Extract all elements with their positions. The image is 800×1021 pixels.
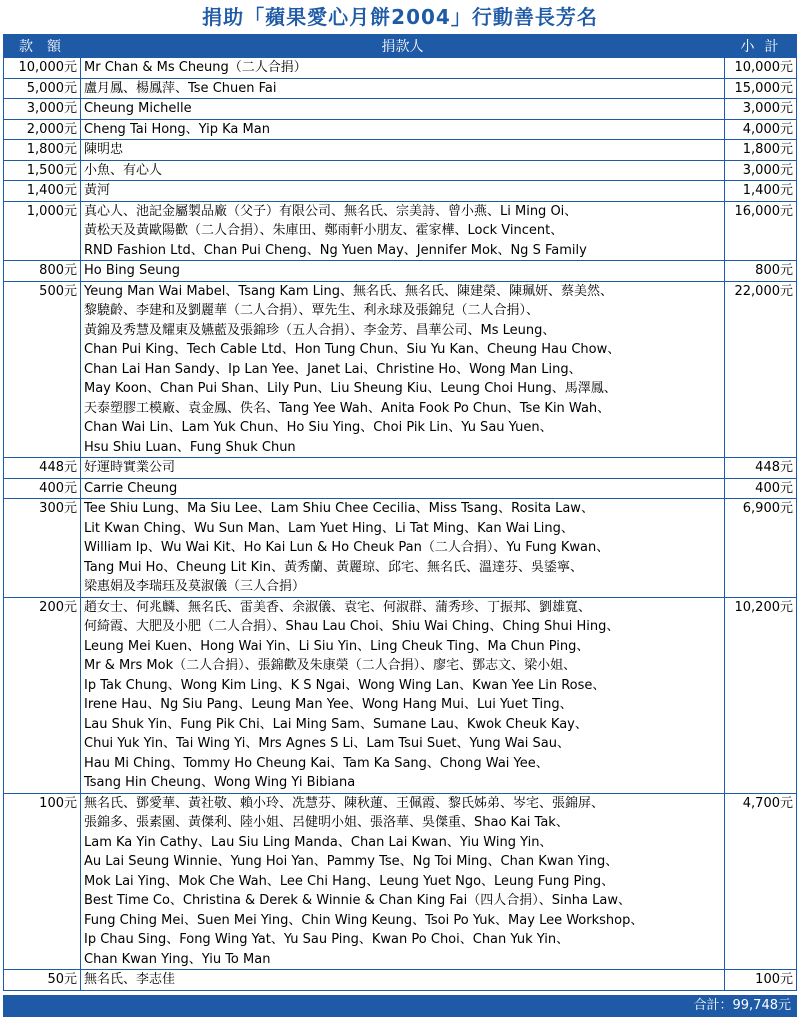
table-row	[4, 499, 797, 598]
donor-line: 黃松天及黃歐陽歡（二人合捐）、朱庫田、鄭雨軒小朋友、霍家樺、Lock Vincent、	[84, 223, 564, 238]
donor-line: Yeung Man Wai Mabel、Tsang Kam Ling、無名氏、無名氏、陳建榮、陳珮妍、蔡美然、	[84, 283, 613, 299]
row-subtotal: 800元	[725, 261, 797, 282]
donation-amount: 800元	[4, 261, 81, 282]
donor-line: Ho Bing Seung	[84, 263, 180, 278]
donor-line: Hsu Shiu Luan、Fung Shuk Chun	[84, 439, 296, 455]
table-row	[4, 458, 797, 479]
donor-names	[81, 793, 725, 970]
donor-names	[81, 78, 725, 99]
donor-line: Mok Lai Ying、Mok Che Wah、Lee Chi Hang、Leung Yuet Ngo、Leung Fung Ping、	[84, 873, 615, 889]
donor-line: William Ip、Wu Wai Kit、Ho Kai Lun & Ho Cheuk Pan（二人合捐）、Yu Fung Kwan、	[84, 540, 610, 555]
donation-amount: 1,800元	[4, 140, 81, 161]
total-bar	[3, 995, 797, 1017]
row-subtotal: 3,000元	[725, 160, 797, 181]
donor-line: Ip Chau Sing、Fong Wing Yat、Yu Sau Ping、Kwan Po Choi、Chan Yuk Yin、	[84, 932, 570, 947]
donor-line: Lau Shuk Yin、Fung Pik Chi、Lai Ming Sam、Sumane Lau、Kwok Cheuk Kay、	[84, 716, 588, 732]
donor-names	[81, 261, 725, 282]
donation-table	[3, 34, 797, 991]
donor-line: 張錦多、張素園、黃傑利、陸小姐、呂健明小姐、張洛華、吳傑重、Shao Kai Tak、	[84, 815, 569, 830]
donor-line: Cheng Tai Hong、Yip Ka Man	[84, 121, 270, 137]
donor-line: Fung Ching Mei、Suen Mei Ying、Chin Wing Keung、Tsoi Po Yuk、May Lee Workshop、	[84, 912, 644, 928]
row-subtotal: 1,800元	[725, 140, 797, 161]
table-row	[4, 140, 797, 161]
donor-line: 黃河	[84, 183, 111, 198]
row-subtotal: 3,000元	[725, 99, 797, 120]
donation-amount: 200元	[4, 597, 81, 793]
table-row	[4, 119, 797, 140]
table-row	[4, 478, 797, 499]
row-subtotal: 10,000元	[725, 58, 797, 79]
donor-names	[81, 181, 725, 202]
donor-line: Chui Yuk Yin、Tai Wing Yi、Mrs Agnes S Li、Lam Tsui Suet、Yung Wai Sau、	[84, 736, 571, 751]
donation-amount: 500元	[4, 281, 81, 458]
header-subtotal: 小計	[725, 35, 797, 58]
row-subtotal: 15,000元	[725, 78, 797, 99]
table-header-row	[4, 35, 797, 58]
table-row	[4, 970, 797, 991]
donor-line: 小魚、有心人	[84, 162, 163, 178]
row-subtotal: 1,400元	[725, 181, 797, 202]
row-subtotal: 6,900元	[725, 499, 797, 598]
donation-amount: 2,000元	[4, 119, 81, 140]
donor-line: 黎驍齡、李建和及劉麗華（二人合捐）、覃先生、利永球及張錦兒（二人合捐）、	[84, 303, 540, 318]
donor-line: Lam Ka Yin Cathy、Lau Siu Ling Manda、Chan Lai Kwan、Yiu Wing Yin、	[84, 834, 553, 850]
donor-line: Chan Pui King、Tech Cable Ltd、Hon Tung Chun、Siu Yu Kan、Cheung Hau Chow、	[84, 342, 621, 357]
donor-names	[81, 140, 725, 161]
donation-amount: 448元	[4, 458, 81, 479]
donor-line: Lit Kwan Ching、Wu Sun Man、Lam Yuet Hing、Li Tat Ming、Kan Wai Ling、	[84, 520, 574, 536]
table-row	[4, 597, 797, 793]
donor-line: Chan Wai Lin、Lam Yuk Chun、Ho Siu Ying、Choi Pik Lin、Yu Sau Yuen、	[84, 420, 553, 435]
donor-line: Ip Tak Chung、Wong Kim Ling、K S Ngai、Wong Wing Lan、Kwan Yee Lin Rose、	[84, 677, 606, 693]
row-subtotal: 4,000元	[725, 119, 797, 140]
donor-names	[81, 597, 725, 793]
donation-amount: 50元	[4, 970, 81, 991]
donor-names	[81, 201, 725, 261]
donation-amount: 100元	[4, 793, 81, 970]
donor-line: 天泰塑膠工模廠、袁金鳳、佚名、Tang Yee Wah、Anita Fook Po Chun、Tse Kin Wah、	[84, 400, 611, 416]
row-subtotal: 10,200元	[725, 597, 797, 793]
donor-line: Best Time Co、Christina & Derek & Winnie & Chan King Fai（四人合捐）、Sinha Law、	[84, 893, 631, 908]
donor-line: Mr & Mrs Mok（二人合捐）、張錦歡及朱康榮（二人合捐）、廖宅、鄧志文、梁小姐、	[84, 658, 577, 673]
donor-line: May Koon、Chan Pui Shan、Lily Pun、Liu Sheung Kiu、Leung Choi Hung、馬澤鳳、	[84, 381, 617, 396]
donor-names	[81, 478, 725, 499]
donor-line: Hau Mi Ching、Tommy Ho Cheung Kai、Tam Ka Sang、Chong Wai Yee、	[84, 755, 549, 771]
donor-names	[81, 58, 725, 79]
donor-names	[81, 119, 725, 140]
donor-names	[81, 99, 725, 120]
donation-amount: 5,000元	[4, 78, 81, 99]
donor-names	[81, 281, 725, 458]
table-row	[4, 181, 797, 202]
table-row	[4, 201, 797, 261]
table-row	[4, 78, 797, 99]
donor-line: 何綺霞、大肥及小肥（二人合捐）、Shau Lau Choi、Shiu Wai Ching、Ching Shui Hing、	[84, 619, 620, 634]
donor-line: Leung Mei Kuen、Hong Wai Yin、Li Siu Yin、Ling Cheuk Ting、Ma Chun Ping、	[84, 638, 590, 654]
donor-line: 盧月鳳、楊鳳萍、Tse Chuen Fai	[84, 80, 277, 96]
table-row	[4, 58, 797, 79]
row-subtotal: 4,700元	[725, 793, 797, 970]
donation-amount: 1,400元	[4, 181, 81, 202]
donation-amount: 1,000元	[4, 201, 81, 261]
donor-names	[81, 499, 725, 598]
donor-line: Carrie Cheung	[84, 480, 178, 496]
donor-line: Cheung Michelle	[84, 101, 192, 116]
donor-names	[81, 970, 725, 991]
row-subtotal: 400元	[725, 478, 797, 499]
donor-line: Tee Shiu Lung、Ma Siu Lee、Lam Shiu Chee Cecilia、Miss Tsang、Rosita Law、	[84, 501, 594, 516]
donor-line: 好運時實業公司	[84, 460, 176, 475]
donation-amount: 3,000元	[4, 99, 81, 120]
row-subtotal: 448元	[725, 458, 797, 479]
table-body	[4, 58, 797, 991]
donor-line: Au Lai Seung Winnie、Yung Hoi Yan、Pammy Tse、Ng Toi Ming、Chan Kwan Ying、	[84, 854, 619, 869]
donor-line: Chan Kwan Ying、Yiu To Man	[84, 951, 271, 967]
donor-line: 真心人、池記金屬製品廠（父子）有限公司、無名氏、宗美詩、曾小燕、Li Ming Oi、	[84, 203, 578, 219]
donor-line: 無名氏、鄧愛華、黃社敬、賴小玲、冼慧芬、陳秋蓮、王佩霞、黎氏姊弟、岑宅、張錦屏、	[84, 795, 605, 811]
row-subtotal: 22,000元	[725, 281, 797, 458]
donation-amount: 10,000元	[4, 58, 81, 79]
header-amount: 款額	[4, 35, 81, 58]
table-row	[4, 99, 797, 120]
row-subtotal: 16,000元	[725, 201, 797, 261]
donation-amount: 400元	[4, 478, 81, 499]
donor-line: Tsang Hin Cheung、Wong Wing Yi Bibiana	[84, 775, 356, 790]
table-row	[4, 793, 797, 970]
donor-line: Tang Mui Ho、Cheung Lit Kin、黃秀蘭、黃麗琼、邱宅、無名氏、溫達芬、吳鋈寧、	[84, 559, 583, 575]
donor-line: 陳明忠	[84, 142, 124, 157]
donor-line: Mr Chan & Ms Cheung（二人合捐）	[84, 60, 307, 75]
donation-amount: 1,500元	[4, 160, 81, 181]
donor-line: 無名氏、李志佳	[84, 972, 176, 987]
table-row	[4, 160, 797, 181]
row-subtotal: 100元	[725, 970, 797, 991]
donor-line: Irene Hau、Ng Siu Pang、Leung Man Yee、Wong Hang Mui、Lui Yuet Ting、	[84, 697, 573, 712]
donation-amount: 300元	[4, 499, 81, 598]
table-row	[4, 281, 797, 458]
donor-line: 趙女士、何兆麟、無名氏、雷美香、余淑儀、袁宅、何淑群、蒲秀珍、丁振邦、劉雄寬、	[84, 599, 592, 615]
header-donors: 捐款人	[81, 35, 725, 58]
total-amount: 合計：99,748元	[693, 998, 791, 1013]
donor-line: RND Fashion Ltd、Chan Pui Cheng、Ng Yuen May、Jennifer Mok、Ng S Family	[84, 242, 587, 258]
donor-names	[81, 160, 725, 181]
donor-line: 梁惠娟及李瑞珏及莫淑儀（三人合捐）	[84, 579, 306, 594]
page-title: 捐助「蘋果愛心月餅2004」行動善長芳名	[202, 5, 598, 29]
donor-line: 黃錦及秀慧及耀東及嬿藍及張錦珍（五人合捐）、李金芳、昌華公司、Ms Leung、	[84, 322, 556, 338]
table-row	[4, 261, 797, 282]
donor-names	[81, 458, 725, 479]
donor-line: Chan Lai Han Sandy、Ip Lan Yee、Janet Lai、Christine Ho、Wong Man Ling、	[84, 361, 582, 377]
